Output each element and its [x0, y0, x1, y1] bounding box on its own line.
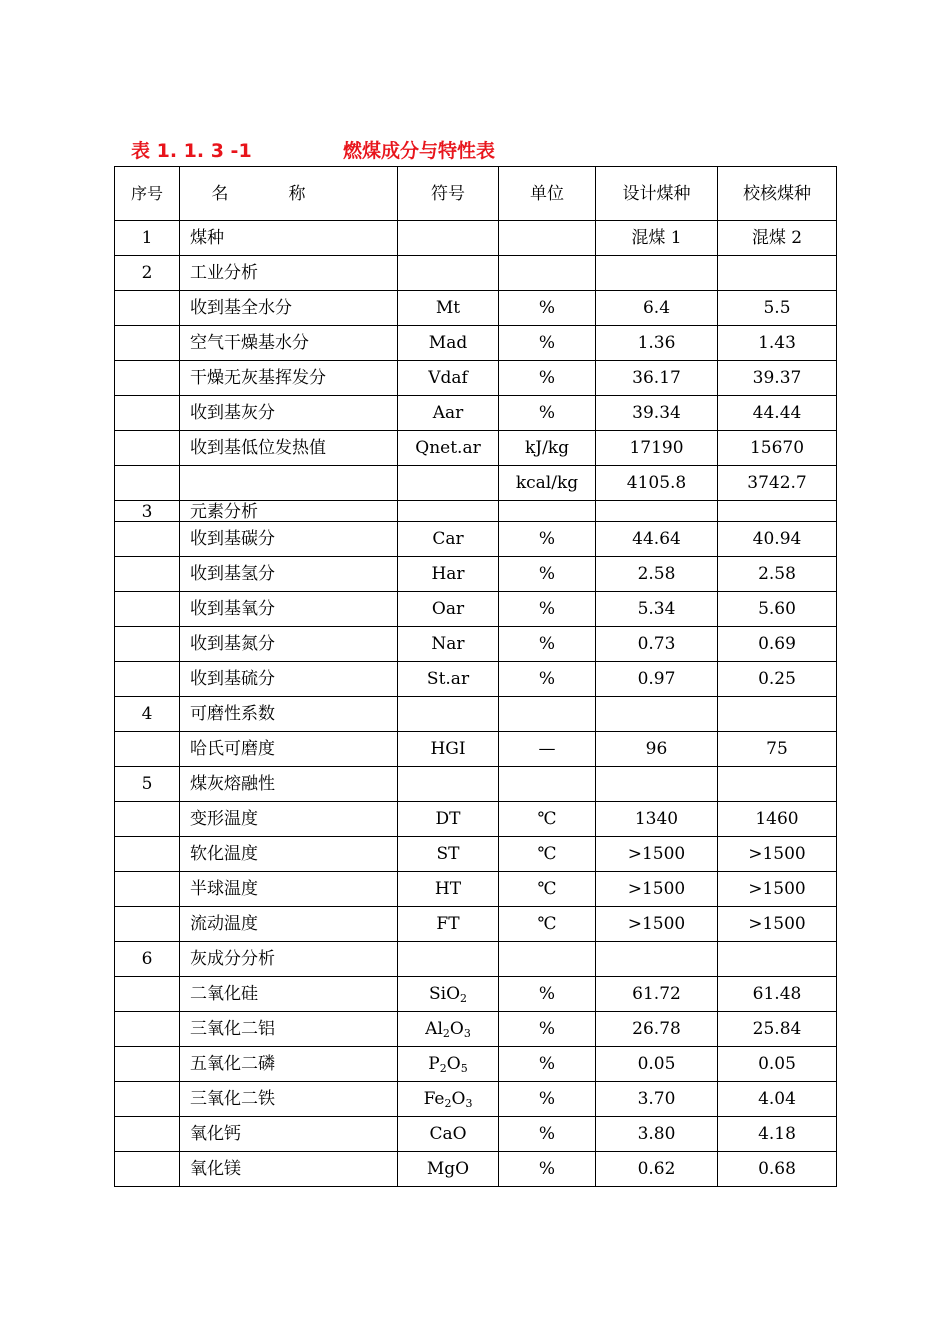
cell-name: 元素分析	[180, 501, 398, 522]
cell-name: 收到基氧分	[180, 592, 398, 627]
cell-name: 工业分析	[180, 256, 398, 291]
cell-name: 灰成分分析	[180, 942, 398, 977]
cell-design-value: >1500	[596, 907, 718, 942]
symbol-subscript: 5	[460, 1062, 468, 1075]
cell-unit: %	[499, 1117, 596, 1152]
cell-design-value: 17190	[596, 431, 718, 466]
cell-unit: %	[499, 291, 596, 326]
cell-symbol: HT	[398, 872, 499, 907]
cell-name: 收到基灰分	[180, 396, 398, 431]
table-body	[115, 221, 837, 1187]
cell-name: 半球温度	[180, 872, 398, 907]
cell-unit: kJ/kg	[499, 431, 596, 466]
cell-unit: %	[499, 1082, 596, 1117]
cell-design-value: 0.05	[596, 1047, 718, 1082]
cell-check-value: 0.69	[718, 627, 837, 662]
cell-name: 收到基低位发热值	[180, 431, 398, 466]
cell-check-value: 5.60	[718, 592, 837, 627]
cell-design-value: 1340	[596, 802, 718, 837]
cell-unit: %	[499, 326, 596, 361]
cell-check-value: 4.18	[718, 1117, 837, 1152]
cell-design-value: 39.34	[596, 396, 718, 431]
symbol-subscript: 3	[463, 1027, 471, 1040]
table-row	[115, 697, 837, 732]
cell-symbol: HGI	[398, 732, 499, 767]
symbol-text: SiO	[428, 984, 461, 1004]
cell-name: 五氧化二磷	[180, 1047, 398, 1082]
cell-symbol	[398, 256, 499, 291]
symbol-subscript: 2	[444, 1097, 452, 1110]
cell-unit: —	[499, 732, 596, 767]
coal-properties-table	[114, 166, 837, 1187]
cell-design-value	[596, 697, 718, 732]
cell-seq	[115, 907, 180, 942]
cell-unit: %	[499, 1152, 596, 1187]
table-row	[115, 221, 837, 256]
cell-seq: 2	[115, 256, 180, 291]
cell-seq	[115, 1152, 180, 1187]
cell-check-value: 1460	[718, 802, 837, 837]
cell-seq: 3	[115, 501, 180, 522]
cell-design-value: 6.4	[596, 291, 718, 326]
table-row	[115, 466, 837, 501]
symbol-subscript: 2	[439, 1062, 447, 1075]
cell-unit: ℃	[499, 907, 596, 942]
cell-symbol	[398, 977, 499, 1012]
cell-design-value: 2.58	[596, 557, 718, 592]
cell-design-value: 1.36	[596, 326, 718, 361]
cell-symbol: Car	[398, 522, 499, 557]
cell-name	[180, 466, 398, 501]
cell-unit	[499, 697, 596, 732]
cell-check-value: 61.48	[718, 977, 837, 1012]
symbol-subscript: 3	[465, 1097, 473, 1110]
table-row	[115, 396, 837, 431]
cell-name: 流动温度	[180, 907, 398, 942]
cell-symbol: DT	[398, 802, 499, 837]
cell-design-value: 36.17	[596, 361, 718, 396]
cell-symbol	[398, 767, 499, 802]
cell-symbol: Qnet.ar	[398, 431, 499, 466]
cell-seq: 4	[115, 697, 180, 732]
table-row	[115, 907, 837, 942]
cell-name: 收到基硫分	[180, 662, 398, 697]
cell-unit: ℃	[499, 802, 596, 837]
cell-seq	[115, 1117, 180, 1152]
table-row	[115, 977, 837, 1012]
cell-symbol: MgO	[398, 1152, 499, 1187]
cell-seq	[115, 361, 180, 396]
cell-design-value: 5.34	[596, 592, 718, 627]
cell-check-value	[718, 942, 837, 977]
cell-check-value: 2.58	[718, 557, 837, 592]
cell-check-value: >1500	[718, 837, 837, 872]
cell-check-value: 3742.7	[718, 466, 837, 501]
table-row	[115, 627, 837, 662]
table-row	[115, 802, 837, 837]
table-row	[115, 361, 837, 396]
cell-symbol	[398, 697, 499, 732]
cell-symbol: Har	[398, 557, 499, 592]
cell-symbol: Nar	[398, 627, 499, 662]
cell-check-value: 0.05	[718, 1047, 837, 1082]
cell-seq	[115, 802, 180, 837]
cell-seq	[115, 662, 180, 697]
cell-seq	[115, 837, 180, 872]
cell-check-value: 25.84	[718, 1012, 837, 1047]
cell-design-value: >1500	[596, 837, 718, 872]
cell-symbol	[398, 1082, 499, 1117]
header-symbol: 符号	[398, 167, 499, 221]
cell-design-value: >1500	[596, 872, 718, 907]
cell-unit: %	[499, 522, 596, 557]
cell-symbol: Vdaf	[398, 361, 499, 396]
cell-name: 变形温度	[180, 802, 398, 837]
cell-seq	[115, 1082, 180, 1117]
cell-unit	[499, 501, 596, 522]
cell-symbol	[398, 466, 499, 501]
cell-name: 收到基氮分	[180, 627, 398, 662]
cell-seq: 1	[115, 221, 180, 256]
table-row	[115, 1082, 837, 1117]
cell-name: 氧化镁	[180, 1152, 398, 1187]
cell-design-value: 混煤 1	[596, 221, 718, 256]
table-row	[115, 326, 837, 361]
cell-symbol: Mt	[398, 291, 499, 326]
cell-name: 哈氏可磨度	[180, 732, 398, 767]
cell-seq	[115, 1012, 180, 1047]
cell-seq: 6	[115, 942, 180, 977]
cell-seq	[115, 627, 180, 662]
cell-seq	[115, 431, 180, 466]
cell-symbol: CaO	[398, 1117, 499, 1152]
cell-name: 煤种	[180, 221, 398, 256]
cell-check-value: 1.43	[718, 326, 837, 361]
table-row	[115, 291, 837, 326]
cell-design-value	[596, 501, 718, 522]
table-row	[115, 942, 837, 977]
header-check-coal: 校核煤种	[718, 167, 837, 221]
header-unit: 单位	[499, 167, 596, 221]
cell-seq: 5	[115, 767, 180, 802]
table-row	[115, 872, 837, 907]
table-row	[115, 732, 837, 767]
cell-name: 三氧化二铝	[180, 1012, 398, 1047]
cell-check-value: 混煤 2	[718, 221, 837, 256]
symbol-text: O	[449, 1019, 464, 1039]
cell-unit: %	[499, 662, 596, 697]
cell-name: 氧化钙	[180, 1117, 398, 1152]
cell-design-value: 0.73	[596, 627, 718, 662]
cell-design-value	[596, 942, 718, 977]
table-title: 燃煤成分与特性表	[343, 140, 496, 162]
cell-design-value	[596, 767, 718, 802]
cell-unit: ℃	[499, 872, 596, 907]
cell-name: 煤灰熔融性	[180, 767, 398, 802]
table-row	[115, 557, 837, 592]
table-row	[115, 837, 837, 872]
table-row	[115, 522, 837, 557]
cell-name: 二氧化硅	[180, 977, 398, 1012]
cell-design-value: 26.78	[596, 1012, 718, 1047]
cell-design-value: 61.72	[596, 977, 718, 1012]
cell-unit	[499, 767, 596, 802]
table-number: 表 1. 1. 3 -1	[131, 140, 252, 162]
table-row	[115, 1047, 837, 1082]
cell-check-value	[718, 697, 837, 732]
cell-unit	[499, 221, 596, 256]
cell-check-value: >1500	[718, 872, 837, 907]
cell-design-value: 4105.8	[596, 466, 718, 501]
table-row	[115, 501, 837, 522]
cell-check-value: 15670	[718, 431, 837, 466]
symbol-subscript: 2	[442, 1027, 450, 1040]
cell-unit: %	[499, 977, 596, 1012]
cell-seq	[115, 466, 180, 501]
cell-symbol: St.ar	[398, 662, 499, 697]
cell-unit: %	[499, 592, 596, 627]
cell-unit	[499, 256, 596, 291]
cell-name: 空气干燥基水分	[180, 326, 398, 361]
cell-seq	[115, 592, 180, 627]
cell-symbol	[398, 942, 499, 977]
header-design-coal: 设计煤种	[596, 167, 718, 221]
cell-name: 收到基全水分	[180, 291, 398, 326]
cell-unit: %	[499, 361, 596, 396]
table-row	[115, 256, 837, 291]
cell-unit: %	[499, 627, 596, 662]
cell-symbol: Oar	[398, 592, 499, 627]
table-row	[115, 1152, 837, 1187]
cell-unit: ℃	[499, 837, 596, 872]
cell-check-value: 75	[718, 732, 837, 767]
cell-unit: %	[499, 1047, 596, 1082]
cell-name: 软化温度	[180, 837, 398, 872]
header-name: 名称	[180, 167, 398, 221]
table-row	[115, 592, 837, 627]
cell-check-value: 0.25	[718, 662, 837, 697]
cell-check-value	[718, 501, 837, 522]
cell-check-value	[718, 767, 837, 802]
cell-seq	[115, 291, 180, 326]
symbol-subscript: 2	[460, 992, 468, 1005]
table-row	[115, 1012, 837, 1047]
cell-seq	[115, 557, 180, 592]
cell-check-value: 40.94	[718, 522, 837, 557]
symbol-text: P	[428, 1054, 440, 1074]
cell-check-value: >1500	[718, 907, 837, 942]
cell-symbol	[398, 1012, 499, 1047]
cell-design-value: 44.64	[596, 522, 718, 557]
cell-symbol: Mad	[398, 326, 499, 361]
cell-seq	[115, 977, 180, 1012]
cell-symbol: Aar	[398, 396, 499, 431]
cell-symbol	[398, 221, 499, 256]
cell-check-value: 5.5	[718, 291, 837, 326]
header-seq: 序号	[115, 167, 180, 221]
cell-check-value: 0.68	[718, 1152, 837, 1187]
cell-symbol	[398, 501, 499, 522]
cell-unit: kcal/kg	[499, 466, 596, 501]
table-header-row	[115, 167, 837, 221]
cell-seq	[115, 1047, 180, 1082]
cell-check-value	[718, 256, 837, 291]
cell-name: 可磨性系数	[180, 697, 398, 732]
cell-name: 三氧化二铁	[180, 1082, 398, 1117]
table-row	[115, 1117, 837, 1152]
cell-seq	[115, 732, 180, 767]
cell-unit	[499, 942, 596, 977]
cell-name: 收到基碳分	[180, 522, 398, 557]
cell-design-value: 0.97	[596, 662, 718, 697]
cell-design-value	[596, 256, 718, 291]
cell-name: 干燥无灰基挥发分	[180, 361, 398, 396]
cell-symbol	[398, 1047, 499, 1082]
symbol-text: Al	[425, 1019, 443, 1039]
cell-seq	[115, 522, 180, 557]
symbol-text: O	[446, 1054, 461, 1074]
cell-seq	[115, 326, 180, 361]
cell-check-value: 4.04	[718, 1082, 837, 1117]
cell-seq	[115, 872, 180, 907]
table-row	[115, 662, 837, 697]
cell-design-value: 3.80	[596, 1117, 718, 1152]
cell-seq	[115, 396, 180, 431]
cell-design-value: 0.62	[596, 1152, 718, 1187]
cell-design-value: 96	[596, 732, 718, 767]
cell-check-value: 44.44	[718, 396, 837, 431]
cell-check-value: 39.37	[718, 361, 837, 396]
symbol-text: Fe	[423, 1089, 445, 1109]
cell-unit: %	[499, 396, 596, 431]
table-row	[115, 767, 837, 802]
symbol-text: O	[451, 1089, 466, 1109]
table-row	[115, 431, 837, 466]
cell-unit: %	[499, 1012, 596, 1047]
cell-unit: %	[499, 557, 596, 592]
cell-design-value: 3.70	[596, 1082, 718, 1117]
cell-name: 收到基氢分	[180, 557, 398, 592]
cell-symbol: ST	[398, 837, 499, 872]
cell-symbol: FT	[398, 907, 499, 942]
